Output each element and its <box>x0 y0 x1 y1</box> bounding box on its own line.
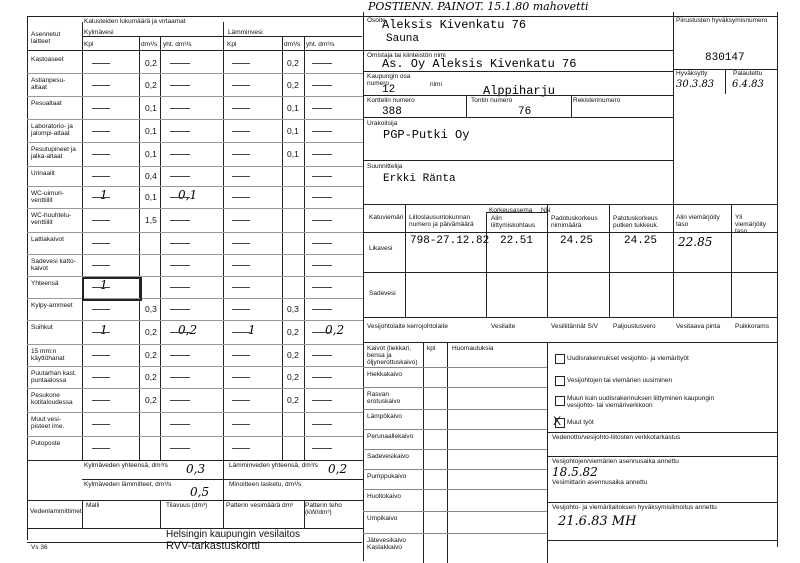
fixture-label: Puutarhan kast. puntaalossa <box>31 370 77 384</box>
inspection-date: 18.5.82 <box>552 465 598 479</box>
check-other-mark: X <box>553 414 562 428</box>
cold-flow: 0,1 <box>145 102 157 113</box>
owner-label: Omistaja tai kiinteistön nimi <box>367 52 446 59</box>
well-label: Sadevesikaivo <box>367 453 409 460</box>
checkbox-connection[interactable] <box>555 396 565 406</box>
wells-col-notes: Huomautuksia <box>452 345 494 352</box>
card-title: Helsingin kaupungin vesilaitos <box>166 529 300 540</box>
col-header-cold-kpl: Kpl <box>84 41 94 48</box>
conn-col4: Paljoustusvero <box>613 323 656 330</box>
wells-header: Kaivot (liekkari, bensa ja öljynerottuskaivo) <box>367 345 418 366</box>
conn-col3: Vesiliitännät S/V <box>551 323 598 330</box>
fixture-label: Pesukone kotitaloudessa <box>31 392 73 406</box>
heater-col-volume: Tilavuus (dm³) <box>166 502 208 509</box>
fixture-label: 15 mm:n käyttöhanat <box>31 348 65 362</box>
fixture-label: Kylpy-ammeet <box>31 302 73 309</box>
cold-qty: 1 <box>100 278 108 292</box>
cold-flow: 0,2 <box>145 327 157 337</box>
sewer-col-pump: Yli viemärjöity taso <box>735 214 767 235</box>
cold-limit-label: Kylmäveden lämmitteet, dm³/s <box>84 481 172 488</box>
waste-label: Likavesi <box>369 245 393 252</box>
hot-total-value: 0,2 <box>328 462 348 476</box>
hot-flow: 0,1 <box>287 102 299 113</box>
well-label: Hiekkakaivo <box>367 371 403 378</box>
checkbox-new-building[interactable] <box>555 354 565 364</box>
district-no-label: Kaupungin osa numero <box>367 73 411 87</box>
col-header-cold-yht: yht. dm³/s <box>163 41 192 48</box>
fixture-label: Muut vesi-pisteet ime. <box>31 416 65 430</box>
waste-pressure: 24.25 <box>624 235 658 247</box>
well-label: Rasvan erotuskaivo <box>367 391 401 405</box>
cold-limit-value: 0,5 <box>190 485 210 499</box>
hot-flow: 0,2 <box>287 395 299 405</box>
fixture-label: Sadevesi katto-kaivot <box>31 258 76 272</box>
plot-label: Tontin numero <box>471 97 513 104</box>
heater-col-model: Malli <box>86 502 100 509</box>
cold-qty: 1 <box>100 323 108 337</box>
delivered-value: 6.4.83 <box>732 79 764 90</box>
water-heaters-label: Vedenlammittimet <box>30 508 82 515</box>
sewer-col-elev: Alin liittymiskohtaus <box>491 215 536 229</box>
well-label: Pumppukaivo <box>367 473 407 480</box>
check-other-label: Muut työt <box>567 419 594 426</box>
conn-col6: Puikkorams <box>735 323 769 330</box>
fixture-label: Suihkut <box>31 324 53 331</box>
col-header-cold-dm3s: dm³/s <box>141 41 158 48</box>
fixture-label: Yhteensä <box>31 280 59 287</box>
registry-label: Rekisterinumero <box>573 97 621 104</box>
address-sub-value: Sauna <box>386 33 420 45</box>
wells-col-kpl: kpl <box>427 345 436 352</box>
fixture-label: Astianpesu-altaat <box>31 77 66 91</box>
cold-total: 0,1 <box>178 188 198 202</box>
fixture-label: WC-uimuri-venttiilit <box>31 190 64 204</box>
cold-total: 0,2 <box>178 323 198 337</box>
sewer-col-floor: Padotuskorkeus nimimäärä <box>551 215 598 229</box>
col-header-hot-dm3s: dm³/s <box>284 41 301 48</box>
conn-col1: Vesijohtolaite kerrojohtolaite <box>367 323 448 330</box>
waste-min: 22.85 <box>678 235 713 249</box>
col-header-fixtures: Asennetut laitteet <box>31 31 61 45</box>
well-label: Umpikaivo <box>367 515 398 522</box>
hot-flow: 0,2 <box>287 57 299 68</box>
inspection-date-label: Vesijohtojen/viemärien asennusaika annettu <box>552 458 679 465</box>
cold-flow: 0,4 <box>145 171 157 181</box>
check-connection-label: Muun kuin uudisrakennuksen liittyminen kaupungin vesijohto- tai viemäriverkkoon <box>567 395 715 409</box>
hot-total: 0,2 <box>325 323 345 337</box>
final-date: 21.6.83 MH <box>558 514 637 529</box>
hot-flow: 0,2 <box>287 372 299 382</box>
fixture-label: Kastoaseet <box>31 56 64 63</box>
cold-flow: 1,5 <box>145 215 157 225</box>
well-label: Lämpökaivo <box>367 413 403 420</box>
well-label: Perunaallekaivo <box>367 433 414 440</box>
hot-qty: 1 <box>248 323 256 337</box>
hot-flow: 0,2 <box>287 327 299 337</box>
approved-label: Hyväksytty <box>676 70 708 77</box>
sewer-col-permit: Liitoslausuntokunnan numero ja päivämäärä <box>409 214 474 228</box>
block-value: 388 <box>382 106 402 118</box>
block-label: Korttelin numero <box>367 97 415 104</box>
hot-flow: 0,3 <box>287 304 299 314</box>
sewer-col-type: Katuviemäri <box>369 214 404 221</box>
col-header-hot-kpl: Kpl <box>227 41 237 48</box>
district-no-value: 12 <box>382 84 396 96</box>
check-new-building-label: Uudisrakennukset vesijohto- ja viemärityöt <box>567 355 689 362</box>
fixture-label: Laboratorio- ja jalompi-altaat <box>31 123 73 137</box>
card-subtitle: RVV-tarkastuskortti <box>166 540 260 552</box>
fixture-label: WC-huuhtelu-venttiilit <box>31 212 72 226</box>
sewer-col-pressure: Patotuskorkeus putken tukkeuk. <box>613 215 659 229</box>
storm-label: Sadevesi <box>369 290 396 297</box>
sewer-inspection-label: Vesimittarin asennusaika annettu <box>552 479 648 486</box>
conn-col2: Vesilaite <box>491 323 516 330</box>
hot-flow: 0,1 <box>287 149 299 159</box>
checkbox-renovation[interactable] <box>555 376 565 386</box>
col-header-hot-yht: yht. dm³/s <box>306 41 335 48</box>
cold-flow: 0,2 <box>145 57 157 68</box>
fixture-label: Pesutupineet ja jalka-altaat <box>31 146 76 160</box>
total-box <box>82 277 142 301</box>
conn-col5: Vesitaava pinta <box>676 323 721 330</box>
waste-floor: 24.25 <box>560 235 594 247</box>
final-label: Vesijohto- ja viemärilaitoksen hyväksymisilmoitus annettu <box>552 504 717 511</box>
heater-col-coil-volume: Patterin vesimäärä dm³ <box>226 502 294 509</box>
fixture-label: Lattiakaivot <box>31 236 64 243</box>
form-code: Vs 36 <box>31 544 48 551</box>
designer-value: Erkki Ränta <box>383 173 456 185</box>
cold-total-label: Kylmäveden yhteensä, dm³/s <box>84 462 168 469</box>
fixture-label: Urinaalit <box>31 170 55 177</box>
group-header-fixtures: Kalusteiden lukumäärä ja virtaamat <box>84 18 186 25</box>
contractor-value: PGP-Putki Oy <box>383 128 470 142</box>
delivered-label: Palautettu <box>733 70 763 77</box>
cold-total-value: 0,3 <box>186 462 206 476</box>
sewer-col-nn: NN <box>541 207 551 214</box>
approval-no-value: 830147 <box>705 52 745 64</box>
handwritten-top-note: POSTIENN. PAINOT. 15.1.80 mahovetti <box>368 0 589 13</box>
hot-flow: 0,2 <box>287 350 299 360</box>
hot-flow: 0,1 <box>287 125 299 136</box>
cold-flow: 0,1 <box>145 149 157 159</box>
col-header-hot: Lämminvesi <box>228 29 263 36</box>
sewer-col-height: Korkeusasema <box>489 207 533 214</box>
district-name-value: Alppiharju <box>483 84 556 98</box>
owner-value: As. Oy Aleksis Kivenkatu 76 <box>382 57 577 71</box>
address-label: Osoite <box>367 17 386 24</box>
check-renovation-label: Vesijohtojen tai viemärien uusiminen <box>567 377 673 384</box>
district-name-label: nimi <box>430 81 442 88</box>
sewer-col-min: Alin viemärjöity taso <box>676 214 720 228</box>
address-value: Aleksis Kivenkatu 76 <box>382 18 527 32</box>
approval-no-label: Piirustusten hyväksymisnumero <box>676 17 768 24</box>
fixture-label: Putoposte <box>31 440 61 447</box>
contractor-label: Urakoitsija <box>367 120 398 127</box>
cold-qty: 1 <box>100 188 108 202</box>
cold-flow: 0,2 <box>145 372 157 382</box>
min-pressure-label: Minoitteen lasketu, dm³/s <box>229 481 302 488</box>
col-header-cold: Kylmävesi <box>84 29 114 36</box>
heater-col-coil-power: Patterin teho (kW/dm³) <box>305 502 342 516</box>
waste-elev: 22.51 <box>500 235 534 247</box>
well-label: Jätevesikaivo Kastakkaivo <box>367 537 407 551</box>
waste-permit: 798-27.12.82 <box>410 235 490 247</box>
cold-flow: 0,2 <box>145 79 157 90</box>
cold-flow: 0,3 <box>145 304 157 314</box>
cold-flow: 0,2 <box>145 350 157 360</box>
hot-total-label: Lämminveden yhteensä, dm³/s <box>229 462 318 469</box>
cold-flow: 0,1 <box>145 192 157 202</box>
approved-value: 30.3.83 <box>676 79 715 90</box>
hot-flow: 0,2 <box>287 79 299 90</box>
well-label: Huoltokaivo <box>367 493 401 500</box>
designer-label: Suunnittelija <box>367 163 403 170</box>
cold-flow: 0,2 <box>145 395 157 405</box>
inspection-label: Vedenotto/vesijohto-liitosten verkkotarkastus <box>552 434 681 441</box>
plot-value: 76 <box>518 106 532 118</box>
fixture-label: Pesualtaat <box>31 100 62 107</box>
cold-flow: 0,1 <box>145 125 157 136</box>
